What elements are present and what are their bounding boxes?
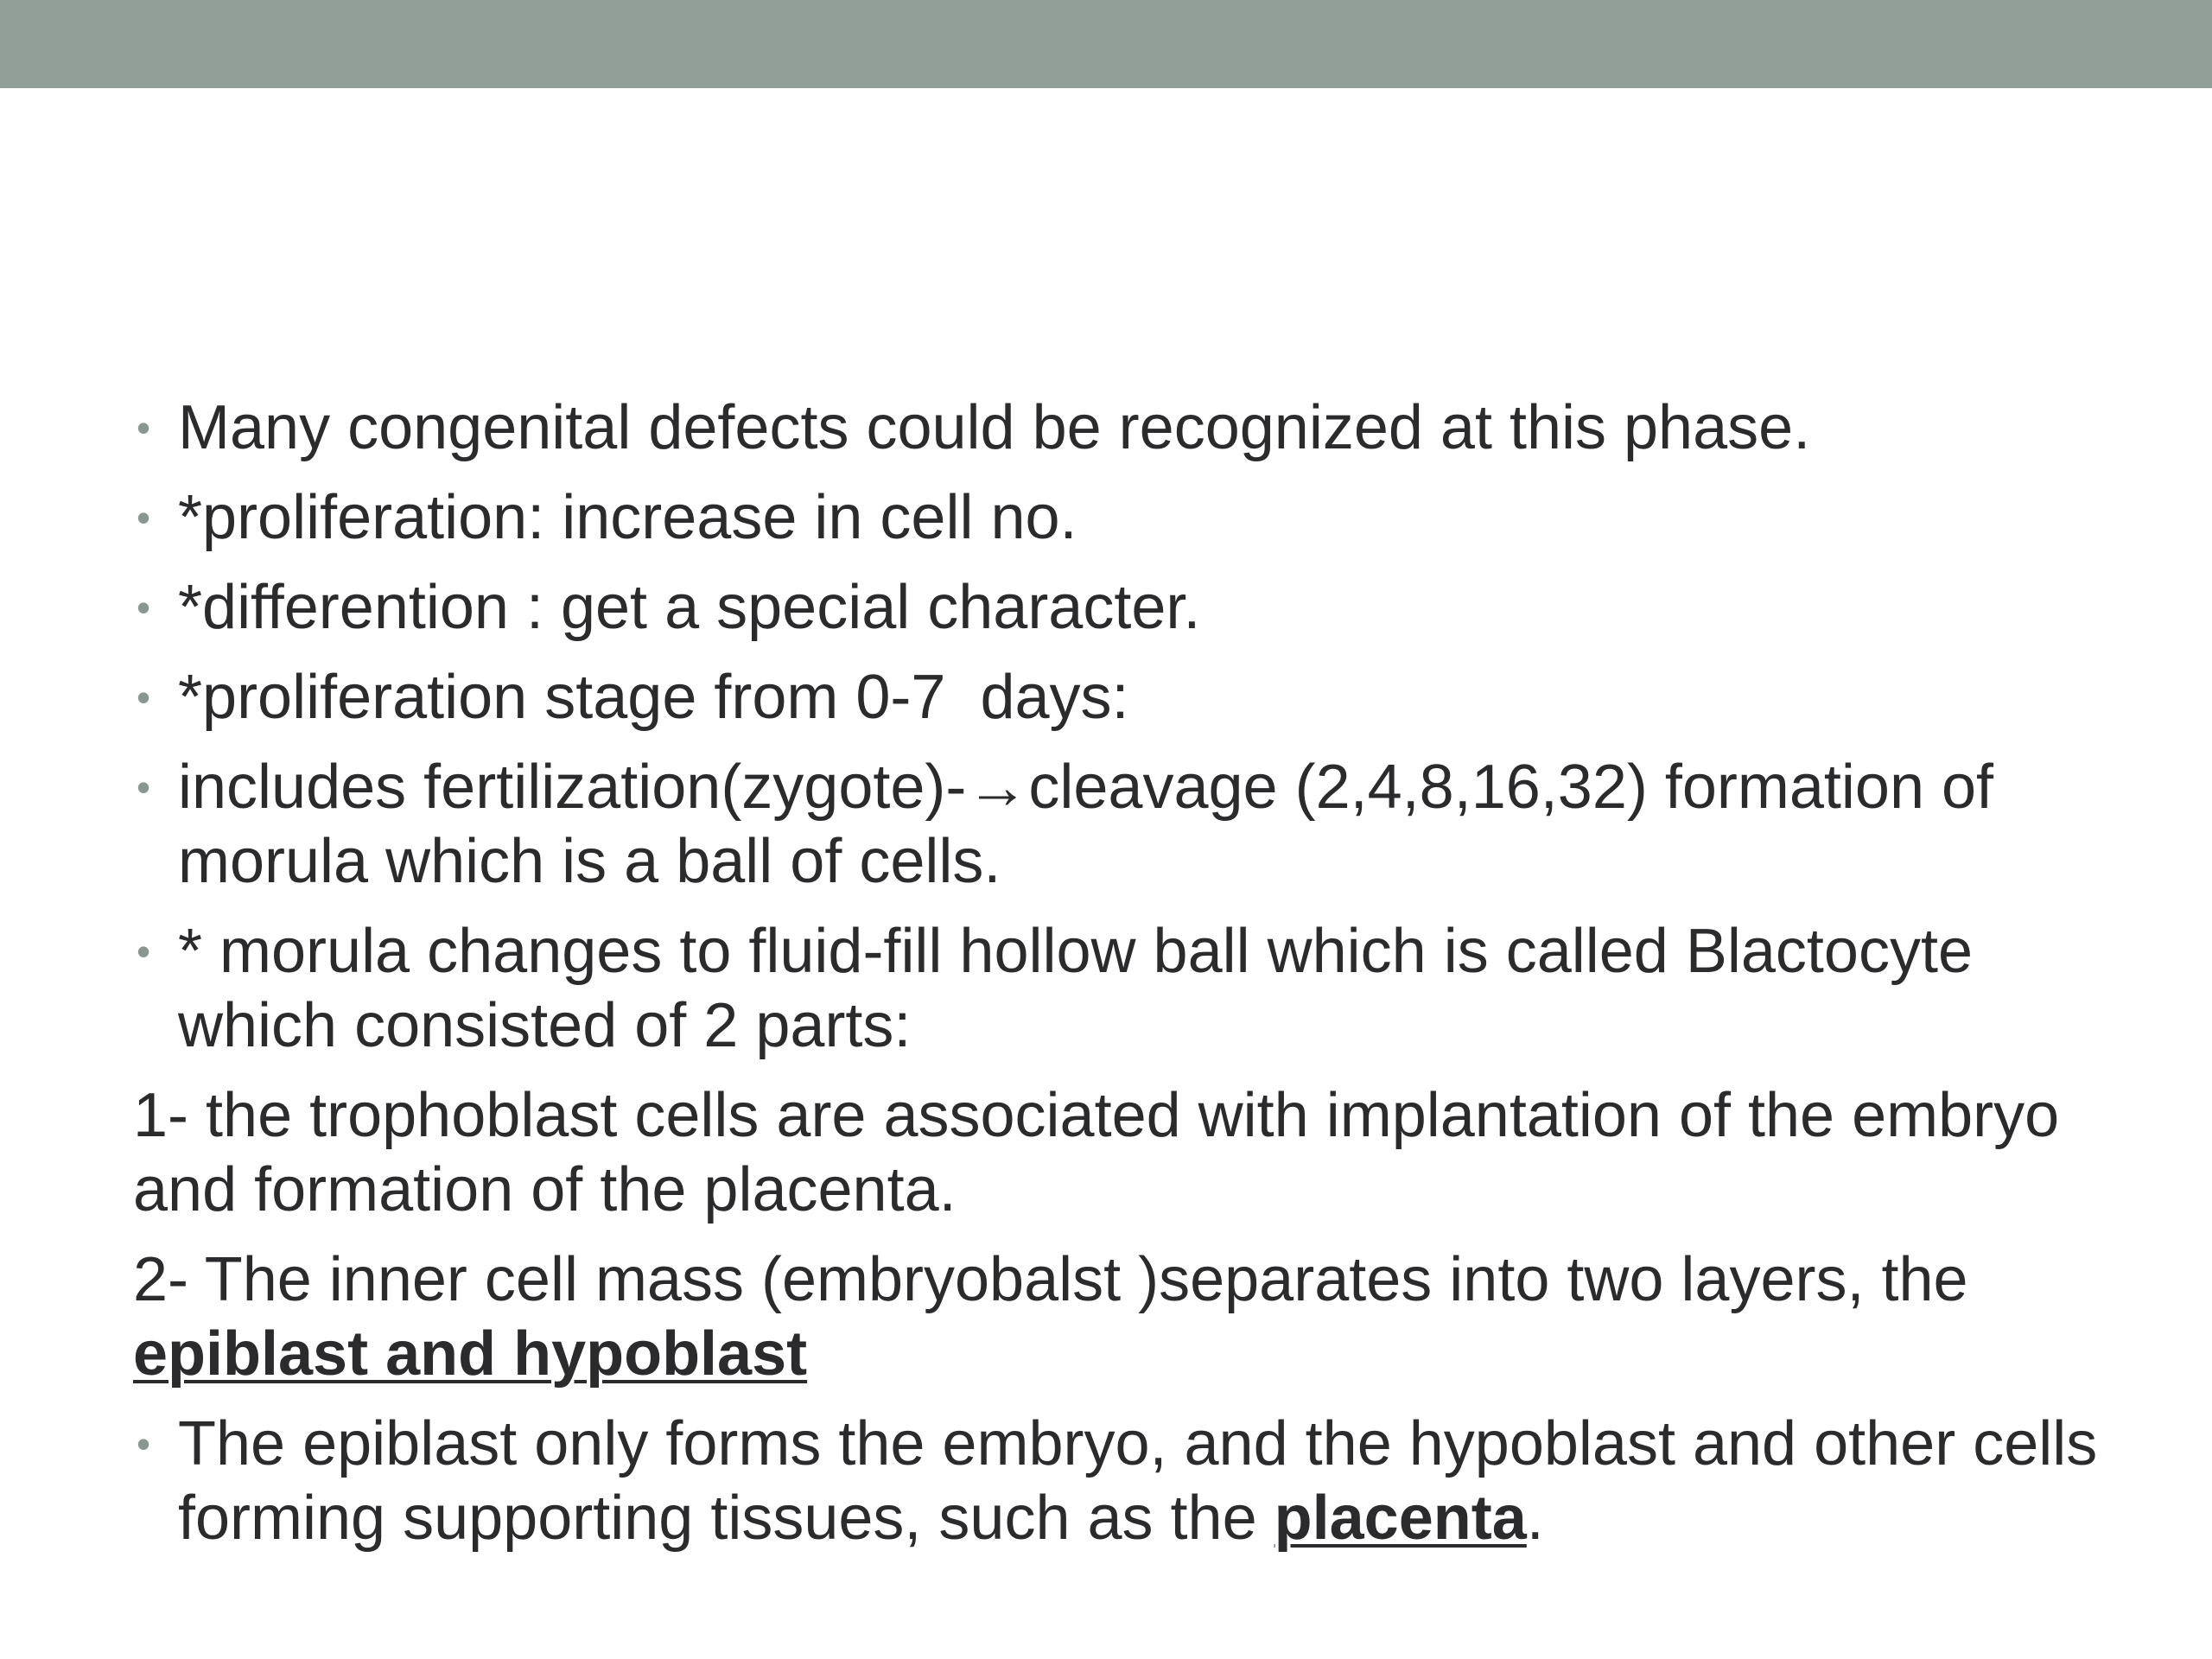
numbered-item-inner-cell-mass [133, 1243, 2120, 1391]
bullet-item-epiblast [133, 1407, 2120, 1555]
bullet-item-proliferation-stage [133, 660, 2120, 734]
bullet-text: *proliferation stage from 0-7 days: [178, 663, 1129, 732]
bullet-item-fertilization [133, 750, 2120, 899]
bullet-item-proliferation [133, 480, 2120, 555]
bullet-text: * morula changes to fluid-fill hollow ball which is called Blactocyte which consisted of 2 parts: [178, 917, 1973, 1060]
numbered-item-trophoblast [133, 1078, 2120, 1227]
bullet-item-differention [133, 570, 2120, 645]
bullet-icon: • [137, 929, 151, 974]
bullet-text: Many congenital defects could be recognized at this phase. [178, 393, 1811, 462]
emphasis-placenta: placenta [1274, 1484, 1527, 1553]
bullet-icon: • [137, 585, 151, 630]
slide-body [133, 391, 2120, 1571]
bullet-item-morula [133, 914, 2120, 1063]
bullet-text: The epiblast only forms the embryo, and the hypoblast and other cells forming supporting tissues, such as the [178, 1409, 2098, 1553]
bullet-text-end: . [1526, 1484, 1544, 1553]
bullet-icon: • [137, 765, 151, 810]
emphasis-epiblast-hypoblast: epiblast and hypoblast [133, 1319, 808, 1389]
header-bar [0, 0, 2212, 88]
bullet-text: *proliferation: increase in cell no. [178, 483, 1077, 552]
bullet-icon: • [137, 495, 151, 540]
bullet-icon: • [137, 1421, 151, 1466]
item-text: 1- the trophoblast cells are associated with implantation of the embryo and formation of the placenta. [133, 1081, 2060, 1224]
bullet-item-congenital-defects [133, 391, 2120, 465]
bullet-icon: • [137, 675, 151, 720]
bullet-text: *differention : get a special character. [178, 573, 1201, 642]
item-text: 2- The inner cell mass (embryobalst )separates into two layers, the [133, 1245, 1968, 1314]
bullet-icon: • [137, 405, 151, 450]
bullet-text: includes fertilization(zygote)-→cleavage (2,4,8,16,32) formation of morula which is a ball of cells. [178, 753, 1994, 896]
